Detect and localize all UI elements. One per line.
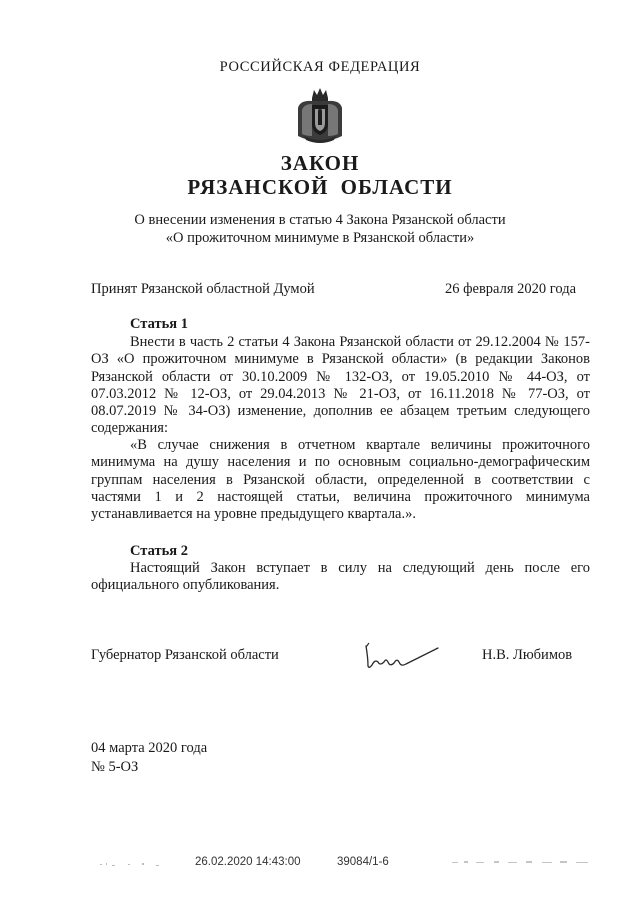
signing-date: 04 марта 2020 года <box>91 740 208 756</box>
federation-heading: РОССИЙСКАЯ ФЕДЕРАЦИЯ <box>219 59 421 75</box>
law-title-line2: РЯЗАНСКОЙ ОБЛАСТИ <box>187 175 453 199</box>
law-subject-line1: О внесении изменения в статью 4 Закона Рязанской области <box>134 212 506 228</box>
scan-noise-right <box>450 856 600 870</box>
article-1-paragraph-1: Внести в часть 2 статьи 4 Закона Рязанской области от 29.12.2004 № 157-ОЗ «О прожиточном минимуме в Рязанской области» (в редакции Законов Рязанской области от 30.10.2009 № 132-ОЗ, от 19.05.2010 № 44-ОЗ, от 07.03.2012 № 12-ОЗ, от 29.04.2013 № 21-ОЗ, от 16.11.2018 № 77-ОЗ, от 08.07.2019 № 34-ОЗ) изменение, дополнив ее абзацем третьим следующего содержания: <box>91 334 590 437</box>
governor-name: Н.В. Любимов <box>482 647 573 663</box>
scan-noise-left <box>98 858 168 872</box>
ryazan-coat-of-arms-icon <box>290 86 350 146</box>
handwritten-signature <box>362 638 442 674</box>
governor-title: Губернатор Рязанской области <box>91 647 279 663</box>
footer-timestamp: 26.02.2020 14:43:00 <box>195 856 301 868</box>
article-2-paragraph: Настоящий Закон вступает в силу на следующий день после его официального опубликования. <box>91 560 590 594</box>
law-number: № 5-ОЗ <box>91 759 139 775</box>
law-subject-line2: «О прожиточном минимуме в Рязанской области» <box>165 230 475 246</box>
article-1-paragraph-2: «В случае снижения в отчетном квартале величины прожиточного минимума на душу населения и по основным социально-демографическим группам населения в Рязанской области, определенной в соответствии с частями 1 и 2 настоящей статьи, величина прожиточного минимума устанавливается на уровне предыдущего квартала.». <box>91 437 590 523</box>
footer-document-code: 39084/1-6 <box>337 856 389 868</box>
adoption-label: Принят Рязанской областной Думой <box>91 281 315 297</box>
article-2-heading: Статья 2 <box>130 543 188 559</box>
article-1-heading: Статья 1 <box>130 316 188 332</box>
adoption-date: 26 февраля 2020 года <box>445 281 577 297</box>
law-title-line1: ЗАКОН <box>280 151 360 175</box>
